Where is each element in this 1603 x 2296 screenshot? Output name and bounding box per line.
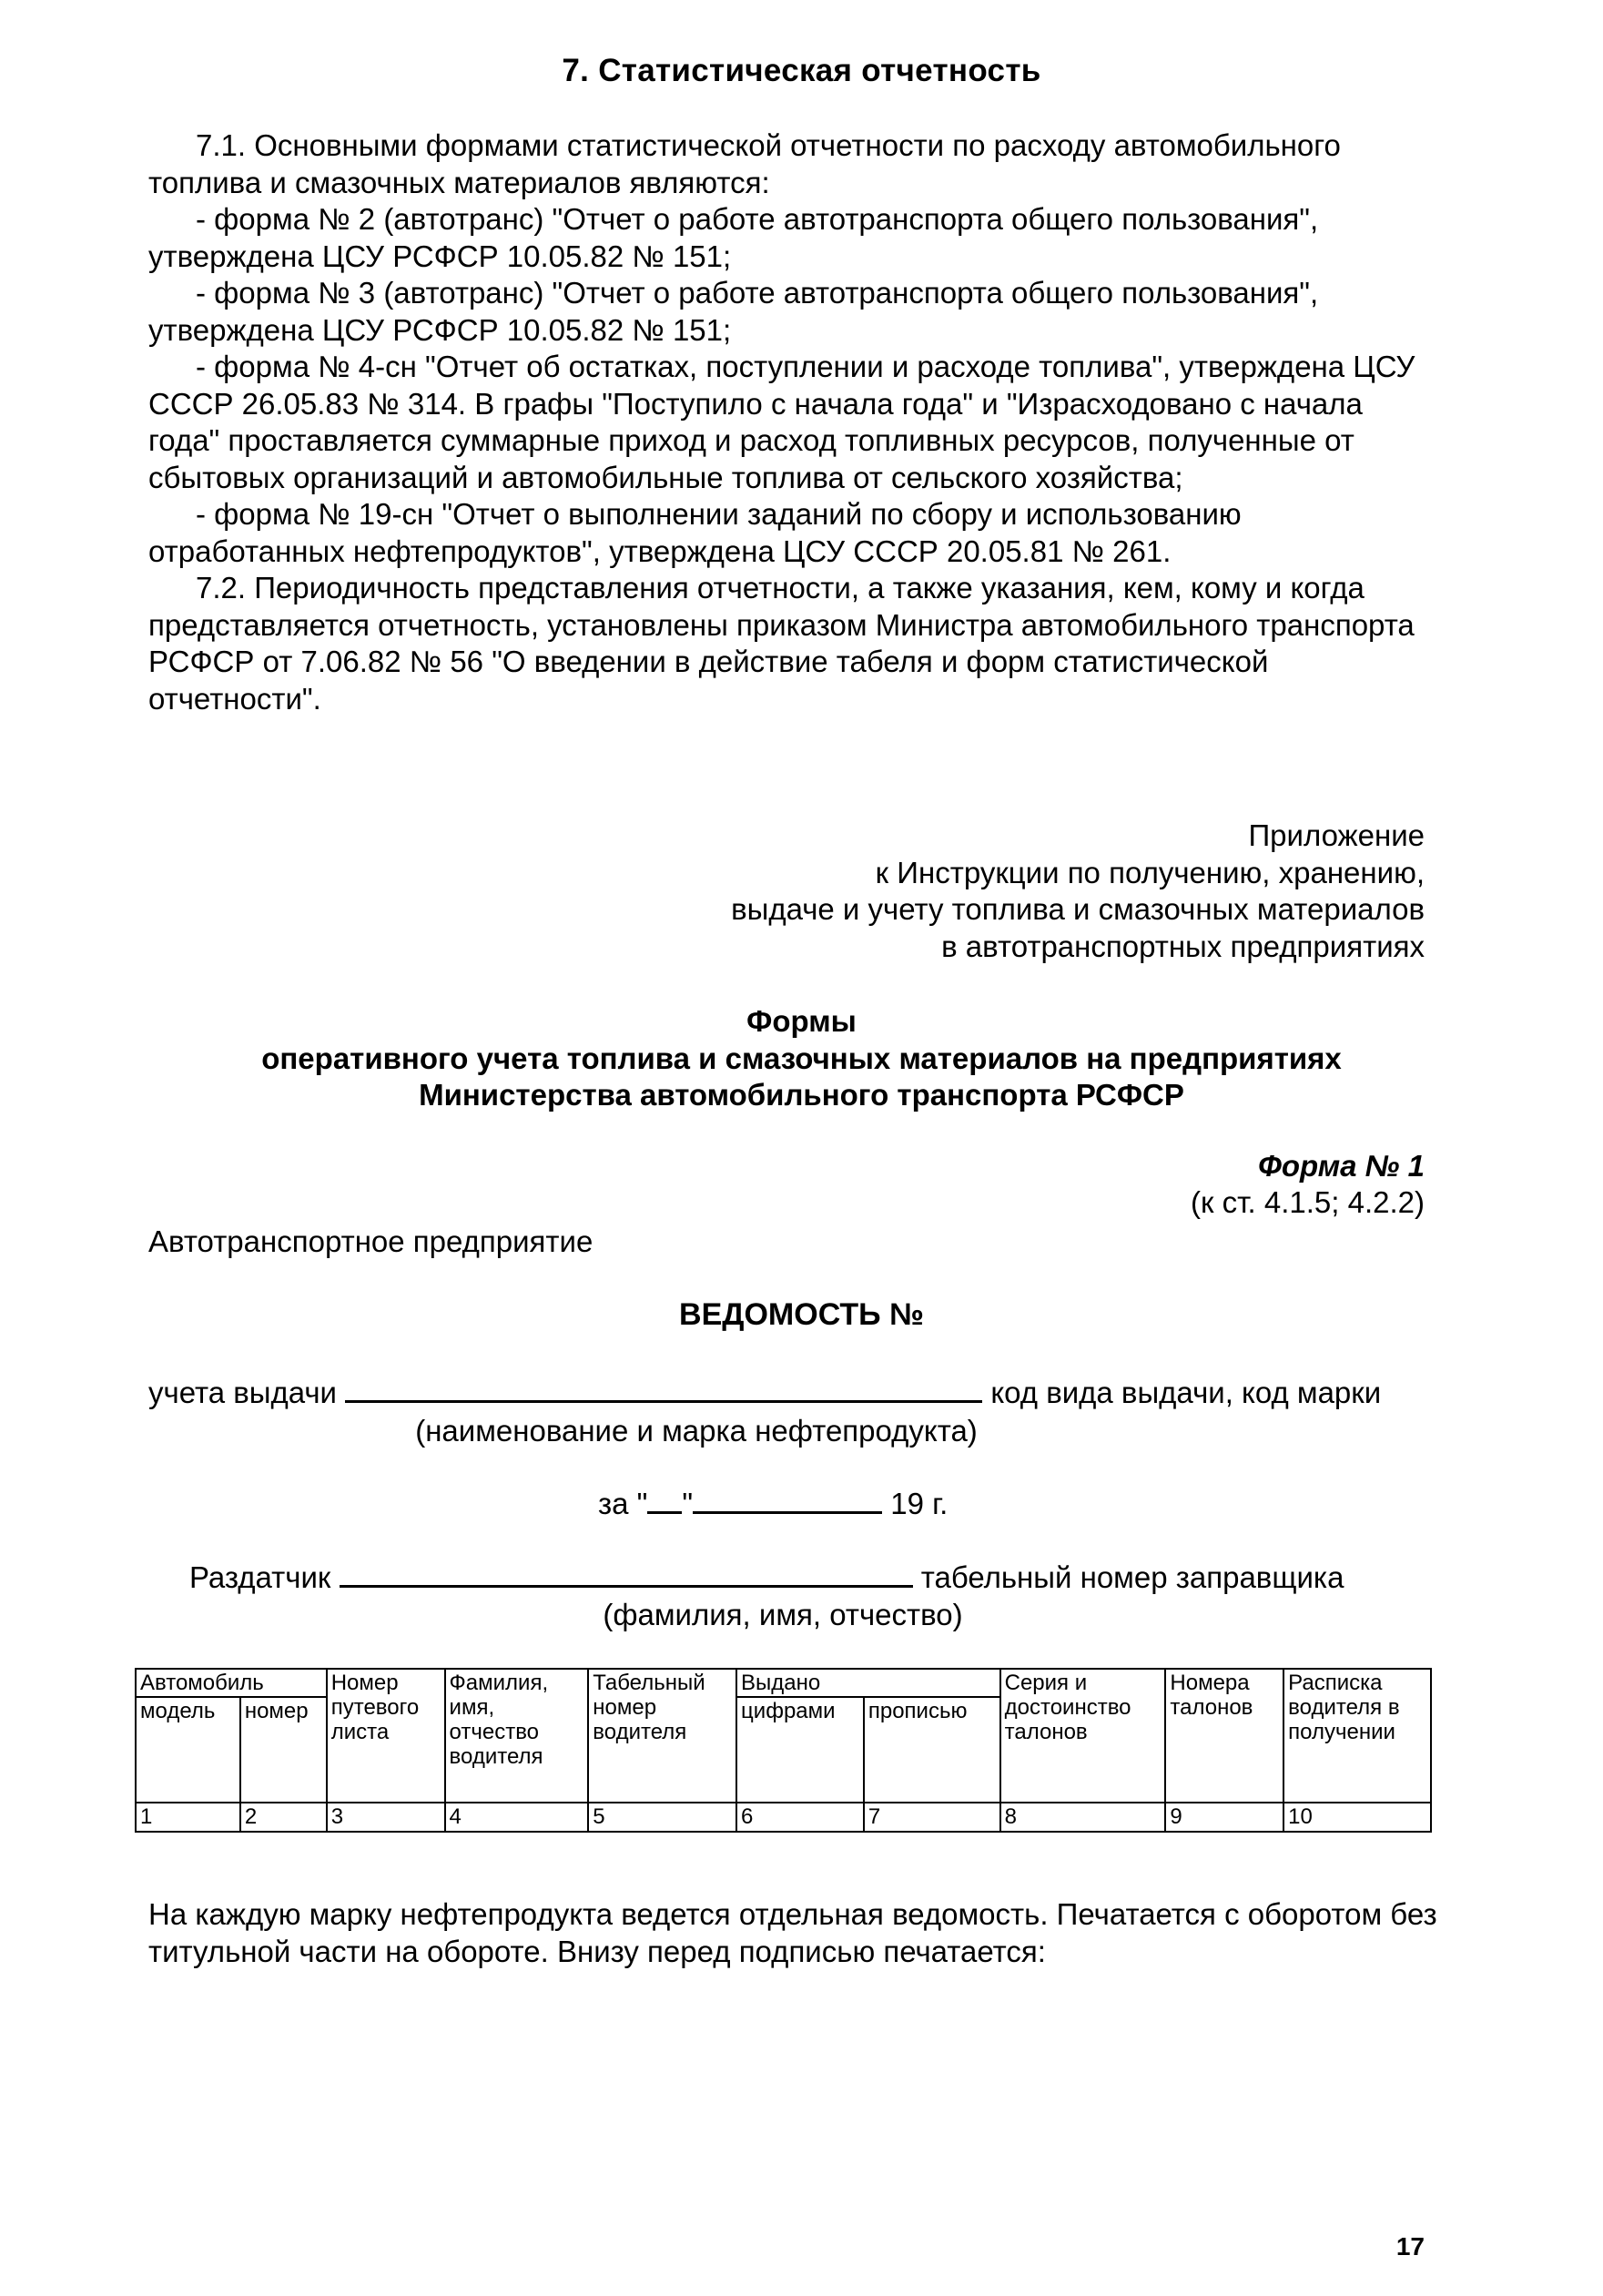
issue-prefix: учета выдачи — [148, 1376, 337, 1409]
dispenser-caption: (фамилия, имя, отчество) — [603, 1598, 963, 1631]
note-text: На каждую марку нефтепродукта ведется отдельная ведомость. Печатается с оборотом без титульной части на обороте. Внизу перед подписью печатается: — [148, 1897, 1437, 1968]
header-issued-words: прописью — [864, 1697, 1000, 1803]
dispenser-row — [189, 1559, 1344, 1595]
paragraph-form-3: - форма № 3 (автотранс) "Отчет о работе автотранспорта общего пользования", утверждена ЦСУ РСФСР 10.05.82 № 151; — [148, 276, 1319, 347]
form-number: Форма № 1 — [1258, 1149, 1425, 1183]
header-issued-digits: цифрами — [736, 1697, 864, 1803]
paragraph-form-2: - форма № 2 (автотранс) "Отчет о работе автотранспорта общего пользования", утверждена ЦСУ РСФСР 10.05.82 № 151; — [148, 202, 1319, 273]
forms-title — [0, 1003, 1603, 1114]
appendix-line: в автотранспортных предприятиях — [941, 929, 1425, 963]
header-issued: Выдано — [736, 1669, 1000, 1697]
header-car-number: номер — [240, 1697, 327, 1803]
dispenser-prefix: Раздатчик — [189, 1560, 331, 1594]
page-number: 17 — [1395, 2232, 1425, 2260]
date-quote: " — [682, 1487, 694, 1520]
column-number: 4 — [445, 1803, 589, 1832]
form-reference: (к ст. 4.1.5; 4.2.2) — [1190, 1185, 1425, 1219]
dispenser-suffix: табельный номер заправщика — [920, 1560, 1344, 1594]
header-car: Автомобиль — [136, 1669, 327, 1697]
paragraph-7-1: 7.1. Основными формами статистической отчетности по расходу автомобильного топлива и смазочных материалов являются: — [148, 128, 1341, 199]
appendix-line: к Инструкции по получению, хранению, — [875, 855, 1425, 889]
product-caption: (наименование и марка нефтепродукта) — [415, 1414, 978, 1448]
header-driver-name: Фамилия, имя, отчество водителя — [445, 1669, 589, 1803]
column-number: 10 — [1283, 1803, 1431, 1832]
issue-row — [148, 1375, 1381, 1410]
appendix-line: выдаче и учету топлива и смазочных материалов — [731, 892, 1425, 926]
ledger-table — [135, 1668, 1432, 1833]
section-title: 7. Статистическая отчетность — [562, 53, 1041, 88]
column-number: 3 — [327, 1803, 445, 1832]
column-number: 6 — [736, 1803, 864, 1832]
column-number: 7 — [864, 1803, 1000, 1832]
paragraph-7-2: 7.2. Периодичность представления отчетности, а также указания, кем, кому и когда представляется отчетность, установлены приказом Министра автомобильного транспорта РСФСР от 7.06.82 № 56 "О введении в действие табеля и форм статистической отчетности". — [148, 571, 1415, 716]
header-series: Серия и достоинство талонов — [1000, 1669, 1166, 1803]
forms-title-line: Формы — [746, 1004, 857, 1038]
year-label: 19 г. — [890, 1487, 949, 1520]
dispenser-name-field[interactable] — [340, 1559, 913, 1588]
table-header-row — [136, 1669, 1431, 1697]
enterprise-label: Автотранспортное предприятие — [148, 1224, 594, 1258]
header-coupon-numbers: Номера талонов — [1165, 1669, 1283, 1803]
paragraph-form-19: - форма № 19-сн "Отчет о выполнении заданий по сбору и использованию отработанных нефтепродуктов", утверждена ЦСУ СССР 20.05.81 № 261. — [148, 497, 1242, 568]
forms-title-line: оперативного учета топлива и смазочных материалов на предприятиях — [261, 1041, 1342, 1075]
table-column-numbers-row — [136, 1803, 1431, 1832]
paragraph-form-4: - форма № 4-сн "Отчет об остатках, поступлении и расходе топлива", утверждена ЦСУ СССР 26.05.83 № 314. В графы "Поступило с начала года" и "Израсходовано с начала года" проставляется суммарные приход и расход топливных ресурсов, полученные от сбытовых организаций и автомобильные топлива от сельского хозяйства; — [148, 350, 1415, 494]
header-tab-number: Табельный номер водителя — [588, 1669, 736, 1803]
column-number: 2 — [240, 1803, 327, 1832]
day-field[interactable] — [647, 1486, 682, 1514]
appendix-line: Приложение — [1248, 818, 1425, 852]
header-waybill: Номер путевого листа — [327, 1669, 445, 1803]
forms-title-line: Министерства автомобильного транспорта РСФСР — [419, 1078, 1184, 1112]
column-number: 5 — [588, 1803, 736, 1832]
issue-suffix: код вида выдачи, код марки — [990, 1376, 1382, 1409]
header-car-model: модель — [136, 1697, 240, 1803]
column-number: 8 — [1000, 1803, 1166, 1832]
appendix-header — [605, 818, 1425, 965]
date-prefix: за " — [598, 1487, 648, 1520]
statement-title: ВЕДОМОСТЬ № — [679, 1297, 924, 1332]
date-row — [598, 1486, 948, 1521]
column-number: 9 — [1165, 1803, 1283, 1832]
month-field[interactable] — [693, 1486, 882, 1514]
body-text — [148, 127, 1423, 717]
header-receipt: Расписка водителя в получении — [1283, 1669, 1431, 1803]
column-number: 1 — [136, 1803, 240, 1832]
product-name-field[interactable] — [345, 1375, 982, 1403]
